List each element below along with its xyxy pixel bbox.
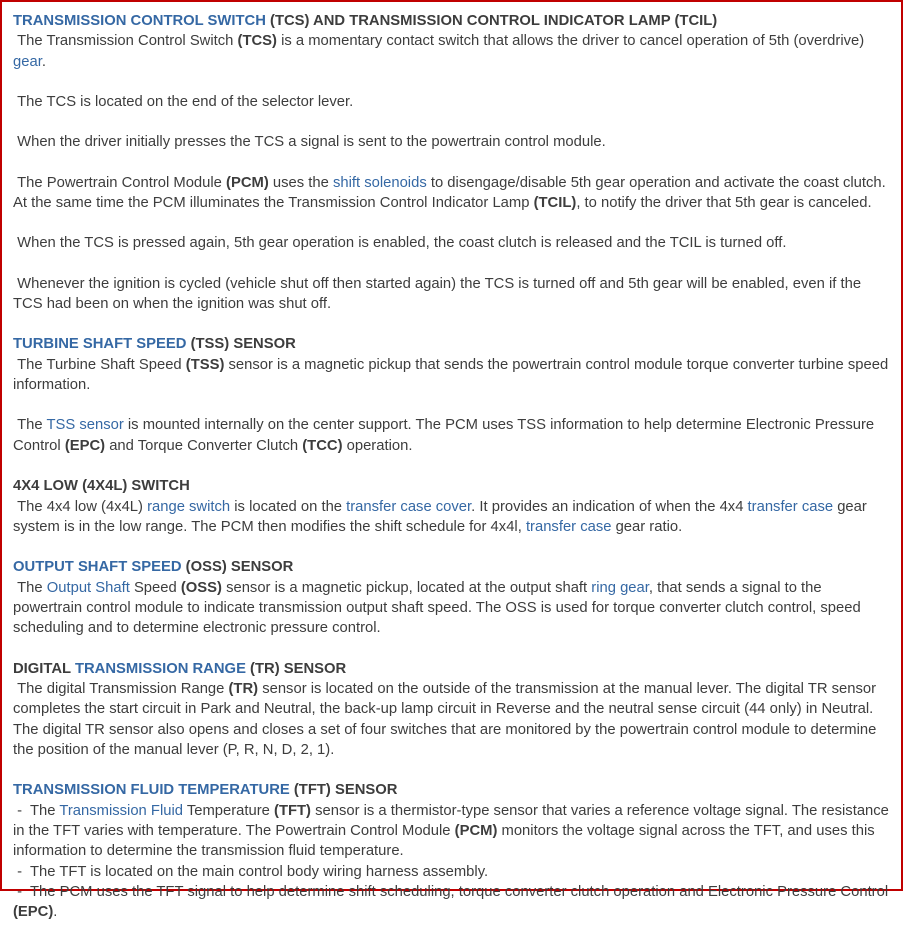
text-run: . bbox=[41, 53, 46, 70]
inline-link[interactable]: Output Shaft bbox=[46, 579, 130, 596]
text-run: (TSS) SENSOR bbox=[190, 336, 296, 353]
paragraph bbox=[13, 274, 890, 315]
text-run: (TR) SENSOR bbox=[250, 660, 347, 677]
text-run: gear system is in the low range. The PCM then modifies the shift schedule for 4x4l, bbox=[13, 498, 871, 535]
inline-link[interactable]: TRANSMISSION RANGE bbox=[74, 660, 251, 677]
text-run: When the driver initially presses the TCS a signal is sent to the powertrain control module. bbox=[13, 134, 606, 151]
text-run: is mounted internally on the center support. The PCM uses TSS information to help determine Electronic Pressure Control bbox=[13, 417, 879, 454]
text-run: sensor is a magnetic pickup that sends the powertrain control module torque converter turbine speed information. bbox=[13, 356, 893, 394]
paragraph bbox=[13, 355, 893, 396]
text-run: 4X4 LOW (4X4L) SWITCH bbox=[13, 478, 190, 495]
text-run: - The PCM uses the TFT signal to help determine shift scheduling, torque converter clutch operation and Electronic Pressure Control bbox=[13, 884, 893, 900]
paragraph bbox=[13, 578, 890, 639]
inline-link[interactable]: Transmission Fluid bbox=[59, 802, 183, 819]
section-heading bbox=[13, 780, 890, 800]
text-run: The bbox=[13, 417, 47, 434]
text-run: sensor is a thermistor-type sensor that varies a reference voltage signal. The resistance in the TFT varies with temperature. The Powertrain Control Module bbox=[13, 802, 894, 839]
text-run: uses the bbox=[268, 174, 333, 191]
text-run: gear ratio. bbox=[611, 518, 683, 535]
text-run: The Transmission Control Switch bbox=[13, 33, 238, 50]
text-run: (PCM) bbox=[226, 174, 269, 191]
text-run: The Turbine Shaft Speed bbox=[13, 356, 186, 373]
text-run: (TCIL) bbox=[533, 195, 577, 212]
inline-link[interactable]: TURBINE SHAFT SPEED bbox=[13, 336, 191, 353]
text-run: (TCC) bbox=[302, 437, 343, 454]
paragraph bbox=[13, 233, 890, 253]
paragraph bbox=[13, 31, 890, 72]
paragraph bbox=[13, 679, 890, 760]
paragraph bbox=[13, 92, 890, 112]
text-run: The digital Transmission Range bbox=[13, 680, 229, 697]
inline-link[interactable]: shift solenoids bbox=[332, 174, 427, 191]
inline-link[interactable]: TSS sensor bbox=[46, 417, 124, 434]
paragraph bbox=[13, 497, 890, 538]
text-run: - The bbox=[13, 802, 60, 819]
text-run: (PCM) bbox=[454, 822, 498, 839]
text-run: The 4x4 low (4x4L) bbox=[13, 498, 148, 515]
text-run: operation. bbox=[342, 437, 413, 454]
text-run: (EPC) bbox=[64, 437, 106, 454]
text-run: sensor is located on the outside of the transmission at the manual lever. The digital TR sensor completes the start circuit in Park and Neutral, the back-up lamp circuit in Reverse and the neutral sense circuit (44 only) in Neutral. The digital TR sensor also opens and closes a set of four switches that are monitored by the powertrain control module to determine the position of the manual lever (P, R, N, D, 2, 1). bbox=[13, 680, 881, 758]
text-run: sensor is a magnetic pickup, located at the output shaft bbox=[221, 579, 592, 596]
inline-link[interactable]: transfer case bbox=[747, 498, 834, 515]
inline-link[interactable]: gear bbox=[13, 53, 42, 70]
paragraph bbox=[13, 132, 890, 152]
inline-link[interactable]: TRANSMISSION CONTROL SWITCH bbox=[13, 13, 271, 29]
inline-link[interactable]: transfer case cover bbox=[346, 498, 472, 515]
text-run: Temperature bbox=[182, 802, 275, 819]
text-run: (TSS) bbox=[185, 356, 225, 373]
text-run: (TCS) AND TRANSMISSION CONTROL INDICATOR LAMP (TCIL) bbox=[270, 13, 718, 29]
text-run: monitors the voltage signal across the TFT, and uses this information to determine the transmission fluid temperature. bbox=[13, 822, 879, 860]
inline-link[interactable]: OUTPUT SHAFT SPEED bbox=[13, 559, 186, 576]
section-heading bbox=[13, 476, 890, 496]
document-body bbox=[2, 2, 901, 929]
text-run: When the TCS is pressed again, 5th gear operation is enabled, the coast clutch is released and the TCIL is turned off. bbox=[13, 235, 787, 252]
text-run: (TFT) SENSOR bbox=[293, 782, 398, 799]
inline-link[interactable]: ring gear bbox=[591, 579, 649, 596]
text-run: is located on the bbox=[230, 498, 347, 515]
text-run: The bbox=[13, 579, 47, 596]
list-item bbox=[13, 882, 893, 923]
text-run: , that sends a signal to the powertrain control module to indicate transmission output shaft speed. The OSS is used for torque converter clutch control, speed scheduling and to determine electronic pressure control. bbox=[13, 579, 865, 637]
paragraph bbox=[13, 415, 890, 456]
text-run: , to notify the driver that 5th gear is canceled. bbox=[576, 195, 872, 212]
inline-link[interactable]: TRANSMISSION FLUID TEMPERATURE bbox=[13, 782, 294, 799]
list-item bbox=[13, 862, 890, 882]
text-run: The TCS is located on the end of the selector lever. bbox=[13, 94, 354, 111]
section-heading bbox=[13, 659, 890, 679]
text-run: (TFT) bbox=[274, 802, 311, 819]
text-run: - The TFT is located on the main control body wiring harness assembly. bbox=[13, 863, 489, 880]
text-run: The Powertrain Control Module bbox=[13, 174, 227, 191]
text-run: Speed bbox=[129, 579, 181, 596]
text-run: DIGITAL bbox=[13, 660, 75, 677]
text-run: (TCS) bbox=[237, 33, 277, 50]
text-run: Whenever the ignition is cycled (vehicle shut off then started again) the TCS is turned off and 5th gear will be enabled, even if the TCS had been on when the ignition was shut off. bbox=[13, 275, 865, 313]
text-run: is a momentary contact switch that allows the driver to cancel operation of 5th (overdrive) bbox=[276, 33, 869, 50]
paragraph bbox=[13, 173, 890, 214]
text-run: (TR) bbox=[228, 680, 259, 697]
text-run: to disengage/disable 5th gear operation and activate the coast clutch. At the same time the PCM illuminates the Transmission Control Indicator Lamp bbox=[13, 174, 890, 212]
text-run: and Torque Converter Clutch bbox=[105, 437, 303, 454]
text-run: (OSS) bbox=[180, 579, 222, 596]
text-run: . bbox=[53, 904, 58, 921]
text-run: (EPC) bbox=[13, 904, 54, 921]
text-run: . It provides an indication of when the 4x4 bbox=[471, 498, 748, 515]
section-heading bbox=[13, 11, 890, 31]
inline-link[interactable]: transfer case bbox=[525, 518, 612, 535]
section-heading bbox=[13, 334, 890, 354]
list-item bbox=[13, 801, 894, 862]
text-run: (OSS) SENSOR bbox=[185, 559, 294, 576]
inline-link[interactable]: range switch bbox=[147, 498, 231, 515]
section-heading bbox=[13, 557, 890, 577]
